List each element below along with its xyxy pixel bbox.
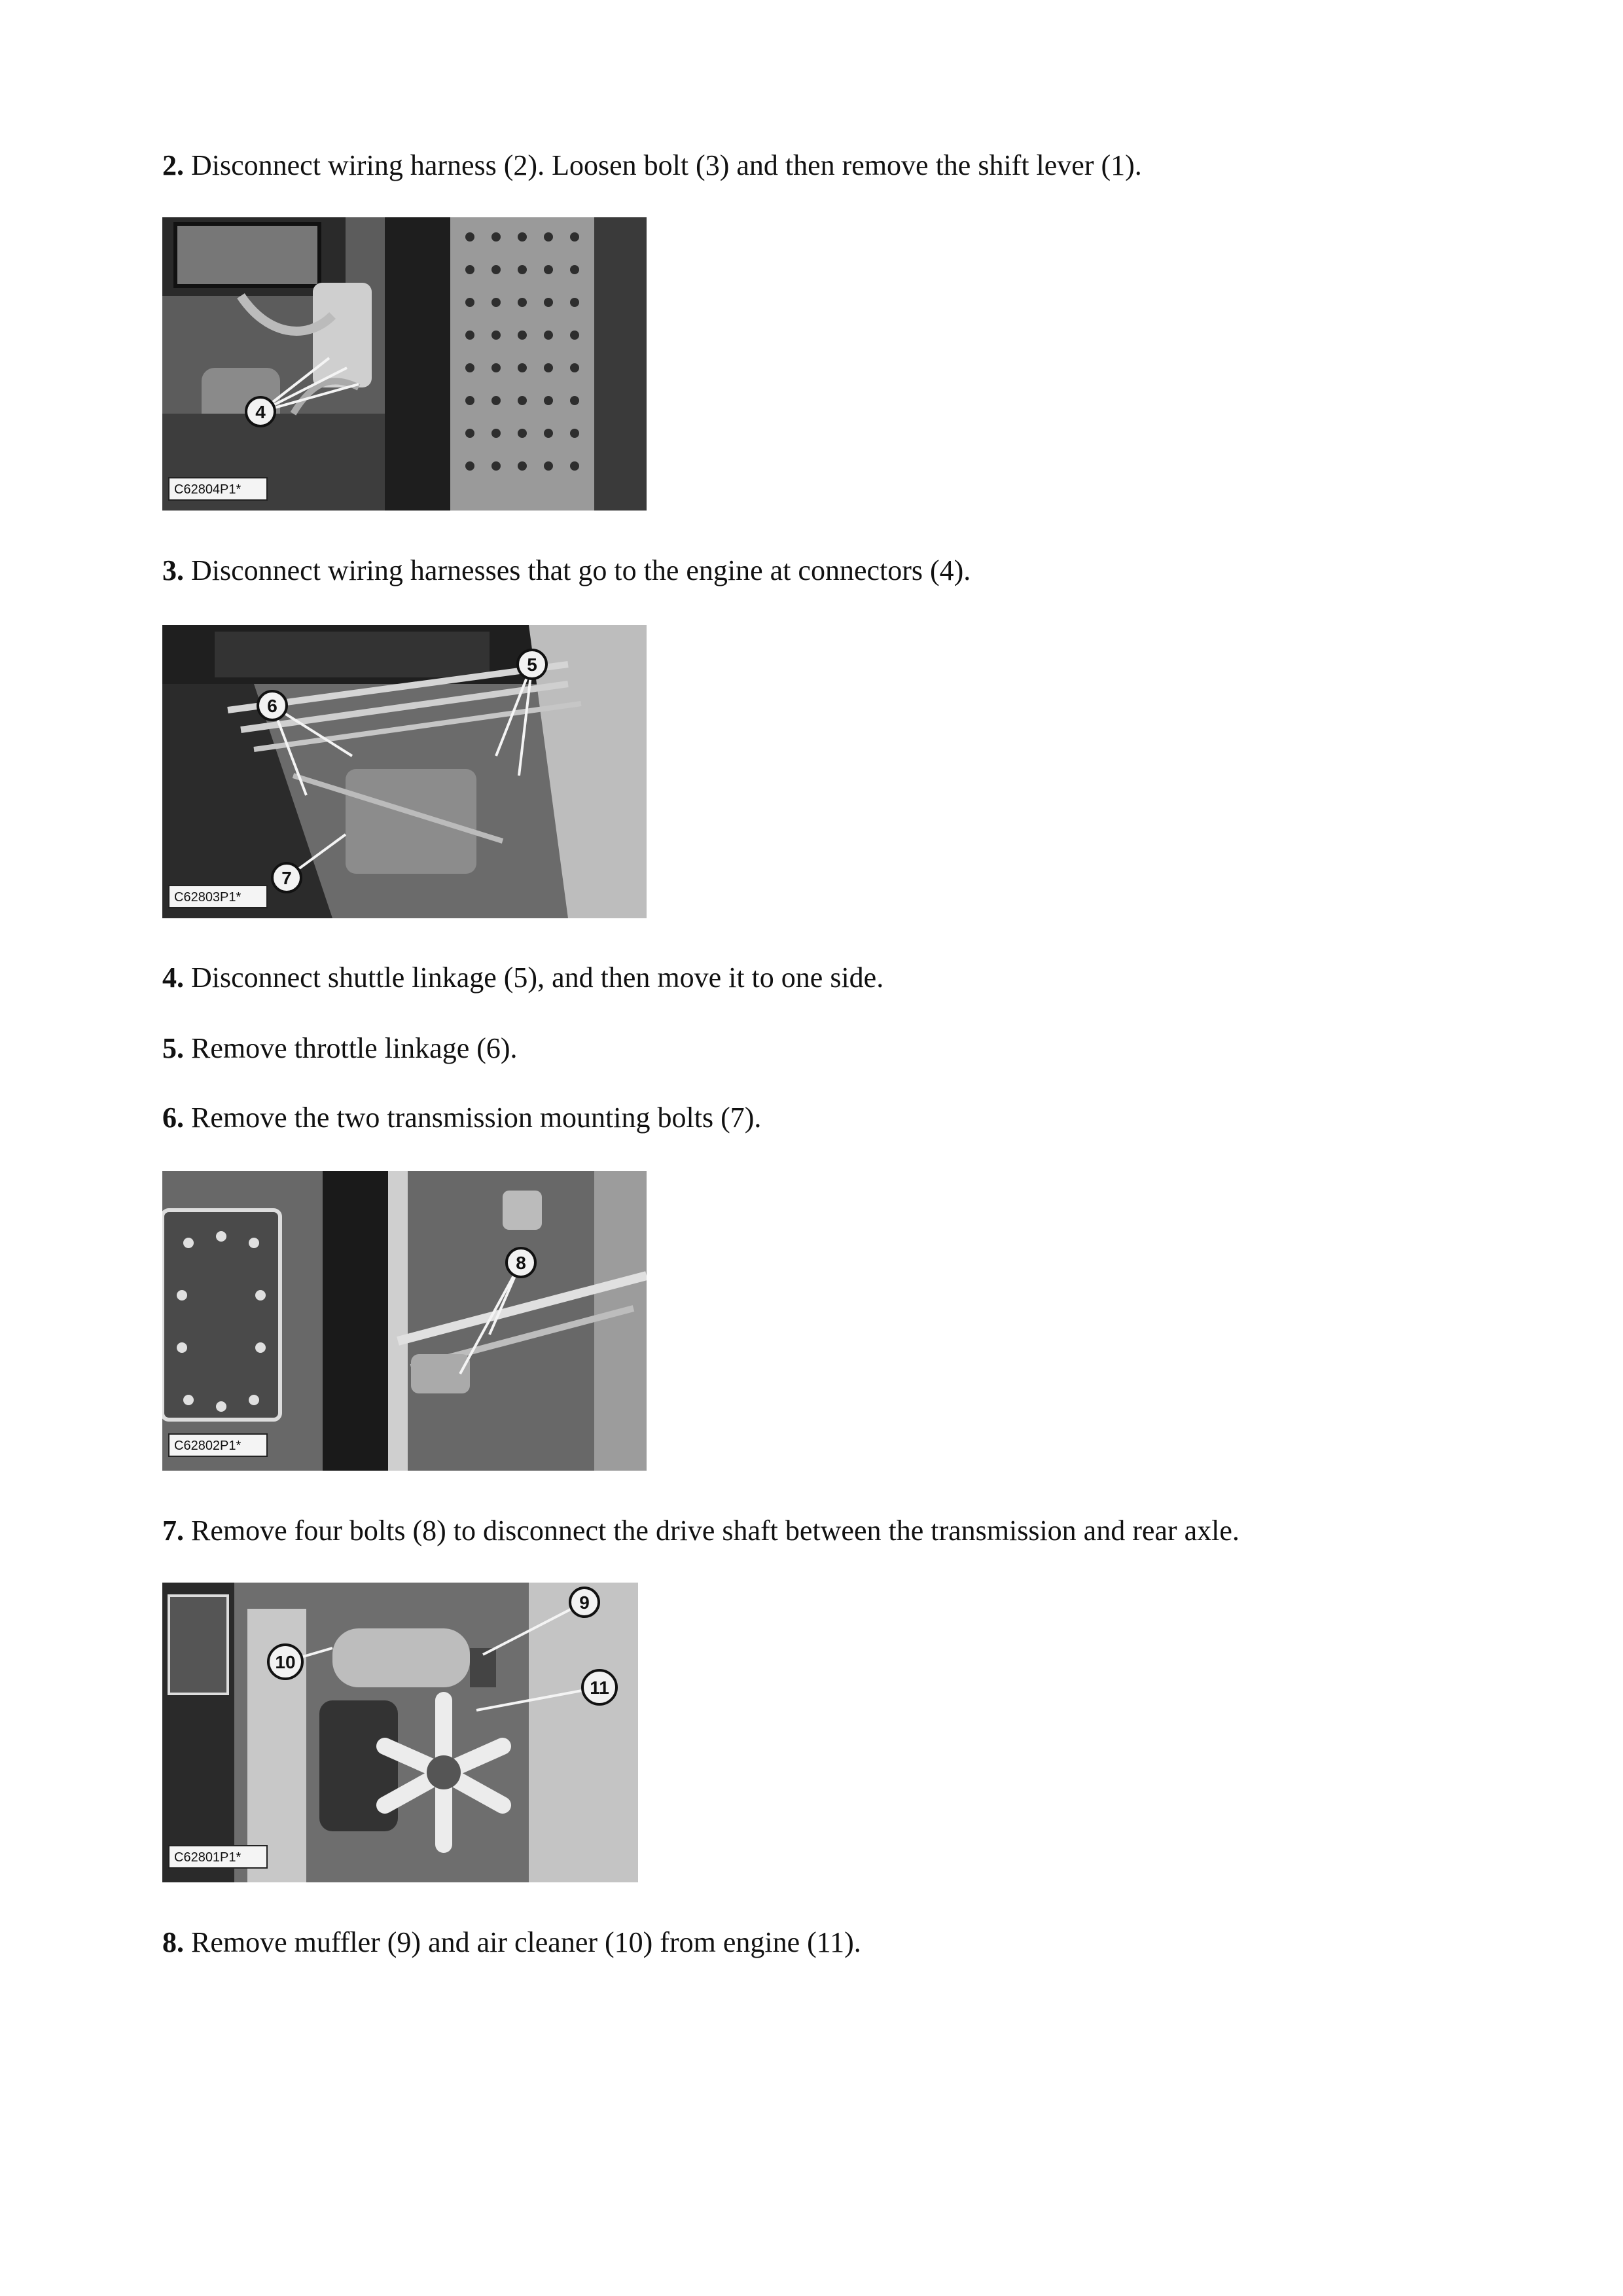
step-number: 3.: [162, 554, 184, 586]
step-number: 8.: [162, 1926, 184, 1958]
figure-photo: [162, 1171, 647, 1471]
step-5: [162, 1030, 518, 1067]
figure-drive-shaft-bolts: [162, 1171, 647, 1471]
callout-number: 9: [579, 1592, 590, 1613]
step-3: [162, 552, 971, 589]
step-number: 7.: [162, 1515, 184, 1547]
step-number: 5.: [162, 1032, 184, 1064]
figure-photo: [162, 217, 647, 511]
callout-number: 5: [527, 655, 537, 675]
step-2: [162, 147, 1142, 184]
callout-number: 7: [281, 868, 292, 888]
step-text: Disconnect wiring harnesses that go to the engine at connectors (4).: [184, 554, 971, 586]
step-number: 4.: [162, 961, 184, 994]
step-8: [162, 1924, 861, 1961]
callout-number: 8: [516, 1253, 526, 1273]
figure-photo: [162, 625, 647, 918]
callout-number: 11: [590, 1677, 609, 1698]
callout-number: 6: [267, 696, 277, 716]
figure-muffler-air-cleaner: [162, 1583, 638, 1882]
step-4: [162, 960, 883, 996]
step-text: Disconnect wiring harness (2). Loosen bolt (3) and then remove the shift lever (1).: [184, 149, 1142, 181]
figure-caption: C62802P1*: [174, 1439, 241, 1453]
figure-wiring-connectors: [162, 217, 647, 511]
callout-number: 10: [275, 1652, 296, 1672]
step-number: 2.: [162, 149, 184, 181]
step-text: Remove muffler (9) and air cleaner (10) from engine (11).: [184, 1926, 861, 1958]
callout-number: 4: [255, 402, 266, 422]
step-number: 6.: [162, 1102, 184, 1134]
step-6: [162, 1100, 761, 1136]
step-text: Disconnect shuttle linkage (5), and then move it to one side.: [184, 961, 884, 994]
figure-caption: C62803P1*: [174, 890, 241, 905]
step-text: Remove the two transmission mounting bolts (7).: [184, 1102, 762, 1134]
step-7: [162, 1513, 1240, 1549]
step-text: Remove throttle linkage (6).: [184, 1032, 518, 1064]
figure-caption: C62804P1*: [174, 482, 241, 497]
step-text: Remove four bolts (8) to disconnect the drive shaft between the transmission and rear axle.: [184, 1515, 1240, 1547]
figure-shuttle-throttle-linkage: [162, 625, 647, 918]
figure-photo: [162, 1583, 638, 1882]
figure-caption: C62801P1*: [174, 1850, 241, 1865]
